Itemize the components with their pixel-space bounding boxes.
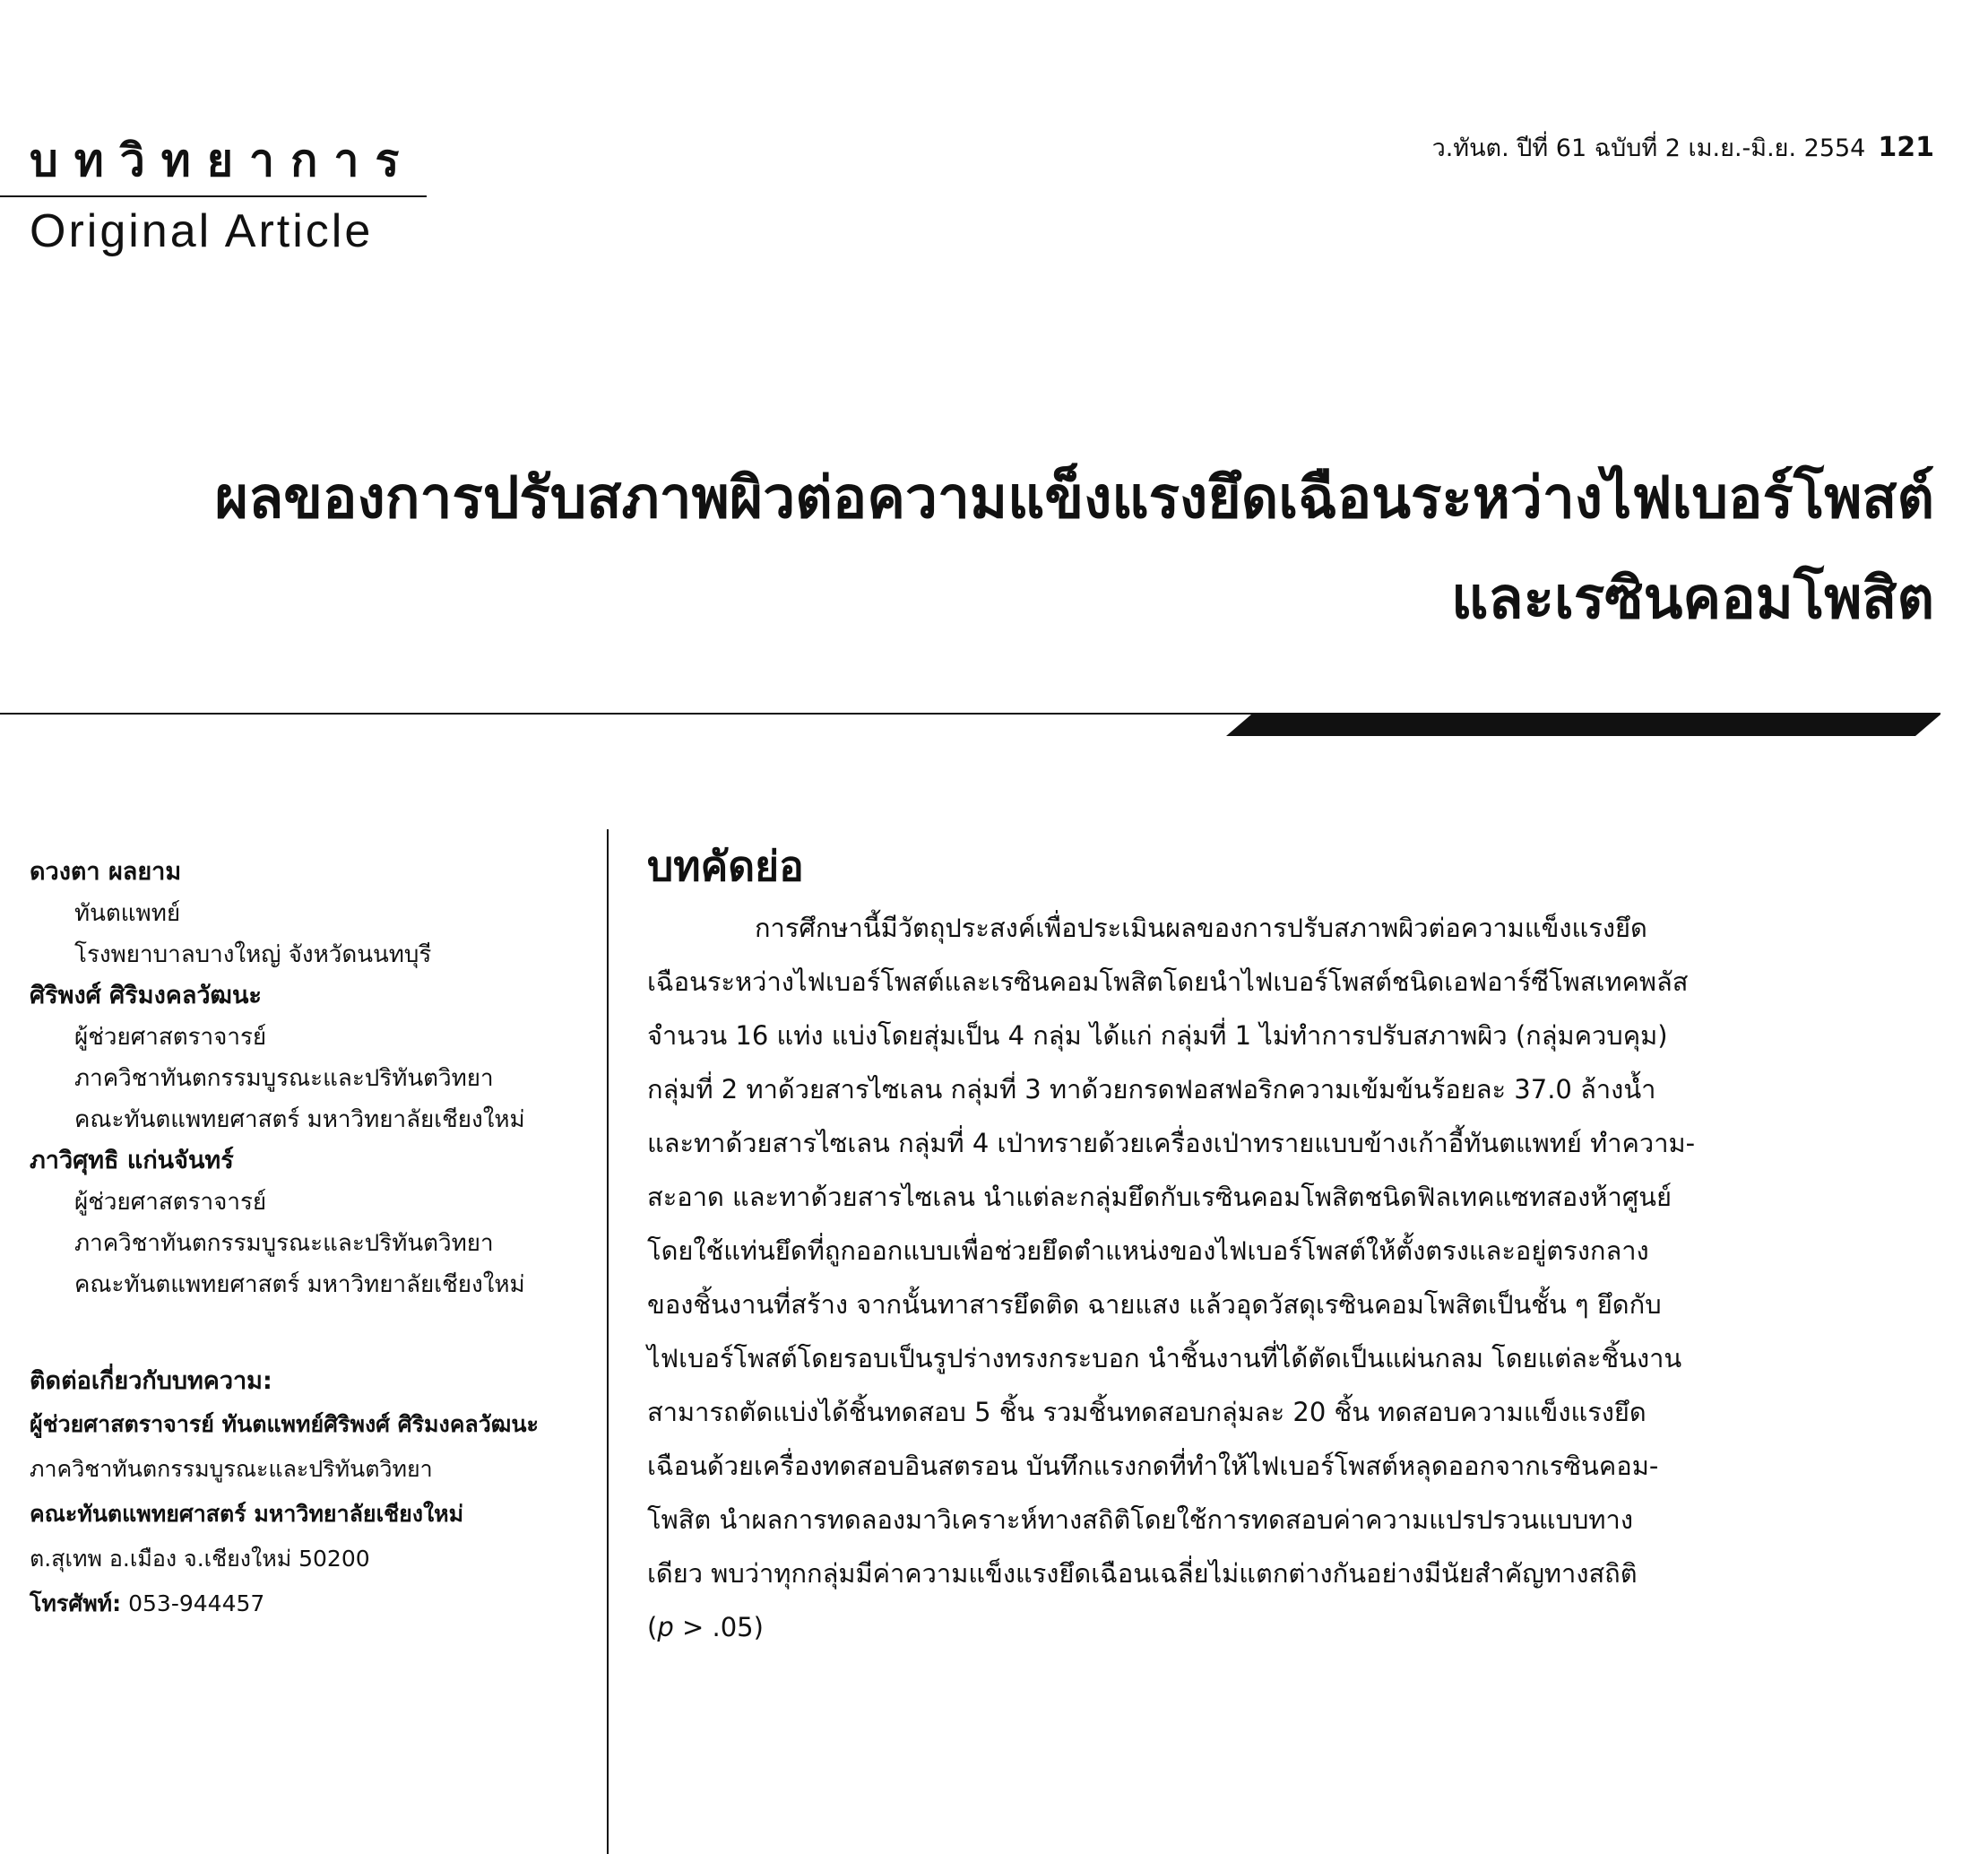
contact-person: ผู้ช่วยศาสตราจารย์ ทันตแพทย์ศิริพงศ์ ศิริมงคลวัฒนะ [30,1411,539,1437]
contact-phone [30,1581,603,1626]
contact-department: ภาควิชาทันตกรรมบูรณะและปริทันตวิทยา [30,1456,433,1482]
journal-citation [1432,128,1934,167]
author-faculty: คณะทันตแพทยศาสตร์ มหาวิทยาลัยเชียงใหม่ [74,1271,525,1298]
author-department: ภาควิชาทันตกรรมบูรณะและปริทันตวิทยา [74,1065,494,1092]
abstract-line: โพสิต นำผลการทดลองมาวิเคราะห์ทางสถิติโดยใช้การทดสอบค่าความแปรปรวนแบบทาง [647,1504,1633,1535]
abstract-line: เฉือนด้วยเครื่องทดสอบอินสตรอน บันทึกแรงกดที่ทำให้ไฟเบอร์โพสต์หลุดออกจากเรซินคอม- [647,1451,1659,1481]
contact-address: ต.สุเทพ อ.เมือง จ.เชียงใหม่ 50200 [30,1546,370,1572]
author-name: ดวงตา ผลยาม [30,858,182,886]
article-title [215,448,1934,649]
author-title: ทันตแพทย์ [74,900,181,927]
abstract-line: สามารถตัดแบ่งได้ชิ้นทดสอบ 5 ชิ้น รวมชิ้นทดสอบกลุ่มละ 20 ชิ้น ทดสอบความแข็งแรงยึด [647,1397,1647,1427]
abstract-line: ไฟเบอร์โพสต์โดยรอบเป็นรูปร่างทรงกระบอก นำชิ้นงานที่ได้ตัดเป็นแผ่นกลม โดยแต่ละชิ้นงาน [647,1343,1682,1373]
abstract-heading: บทคัดย่อ [647,842,804,890]
abstract-line: โดยใช้แท่นยึดที่ถูกออกแบบเพื่อช่วยยึดตำแหน่งของไฟเบอร์โพสต์ให้ตั้งตรงและอยู่ตรงกลาง [647,1235,1649,1266]
phone-number: 053-944457 [121,1590,265,1616]
author-block [30,852,603,975]
abstract-line: เฉือนระหว่างไฟเบอร์โพสต์และเรซินคอมโพสิตโดยนำไฟเบอร์โพสต์ชนิดเอฟอาร์ซีโพสเทคพลัส [647,966,1689,997]
column-divider [607,829,609,1854]
author-name: ศิริพงศ์ ศิริมงคลวัฒนะ [30,982,262,1009]
title-line-1: ผลของการปรับสภาพผิวต่อความแข็งแรงยึดเฉือนระหว่างไฟเบอร์โพสต์ [214,465,1934,532]
page-number: 121 [1878,132,1934,163]
author-title: ผู้ช่วยศาสตราจารย์ [74,1189,267,1216]
phone-label: โทรศัพท์: [30,1590,122,1616]
pvalue-symbol: p [657,1612,674,1642]
author-name: ภาวิศุทธิ แก่นจันทร์ [30,1147,234,1174]
author-block [30,975,603,1140]
abstract-body [647,901,1934,1654]
contact-faculty: คณะทันตแพทยศาสตร์ มหาวิทยาลัยเชียงใหม่ [30,1501,464,1527]
section-label-thai: บทวิทยาการ [30,134,416,186]
abstract-line: กลุ่มที่ 2 ทาด้วยสารไซเลน กลุ่มที่ 3 ทาด้วยกรดฟอสฟอริกความเข้มข้นร้อยละ 37.0 ล้างน้ำ [647,1074,1656,1105]
abstract-line: เดียว พบว่าทุกกลุ่มมีค่าความแข็งแรงยึดเฉือนเฉลี่ยไม่แตกต่างกันอย่างมีนัยสำคัญทางสถิติ [647,1558,1638,1589]
header-rule [0,195,427,197]
author-block [30,1140,603,1305]
abstract-line: จำนวน 16 แท่ง แบ่งโดยสุ่มเป็น 4 กลุ่ม ได้แก่ กลุ่มที่ 1 ไม่ทำการปรับสภาพผิว (กลุ่มควบคุม) [647,1020,1668,1051]
author-affiliation: โรงพยาบาลบางใหญ่ จังหวัดนนทบุรี [74,941,432,968]
title-line-2: และเรซินคอมโพสิต [1451,566,1934,632]
abstract-pvalue [647,1600,1934,1654]
abstract-line: ของชิ้นงานที่สร้าง จากนั้นทาสารยึดติด ฉายแสง แล้วอุดวัสดุเรซินคอมโพสิตเป็นชั้น ๆ ยึดกับ [647,1289,1662,1320]
pvalue-open: ( [647,1612,658,1642]
author-column [30,852,603,1626]
title-divider-line [0,713,1940,715]
author-faculty: คณะทันตแพทยศาสตร์ มหาวิทยาลัยเชียงใหม่ [74,1106,525,1133]
contact-heading: ติดต่อเกี่ยวกับบทความ: [30,1367,272,1395]
author-department: ภาควิชาทันตกรรมบูรณะและปริทันตวิทยา [74,1230,494,1257]
title-divider-bar [1226,715,1940,736]
pvalue-rest: > .05) [673,1612,764,1642]
abstract-line: สะอาด และทาด้วยสารไซเลน นำแต่ละกลุ่มยึดกับเรซินคอมโพสิตชนิดฟิลเทคแซทสองห้าศูนย์ [647,1182,1672,1212]
journal-volume-issue: ว.ทันต. ปีที่ 61 ฉบับที่ 2 เม.ย.-มิ.ย. 2554 [1431,134,1866,162]
abstract-line: การศึกษานี้มีวัตถุประสงค์เพื่อประเมินผลของการปรับสภาพผิวต่อความแข็งแรงยึด [755,913,1647,943]
author-title: ผู้ช่วยศาสตราจารย์ [74,1024,267,1051]
section-label-english: Original Article [30,205,374,257]
abstract-line: และทาด้วยสารไซเลน กลุ่มที่ 4 เป่าทรายด้วยเครื่องเป่าทรายแบบข้างเก้าอี้ทันตแพทย์ ทำความ- [647,1128,1696,1158]
contact-block [30,1361,603,1626]
